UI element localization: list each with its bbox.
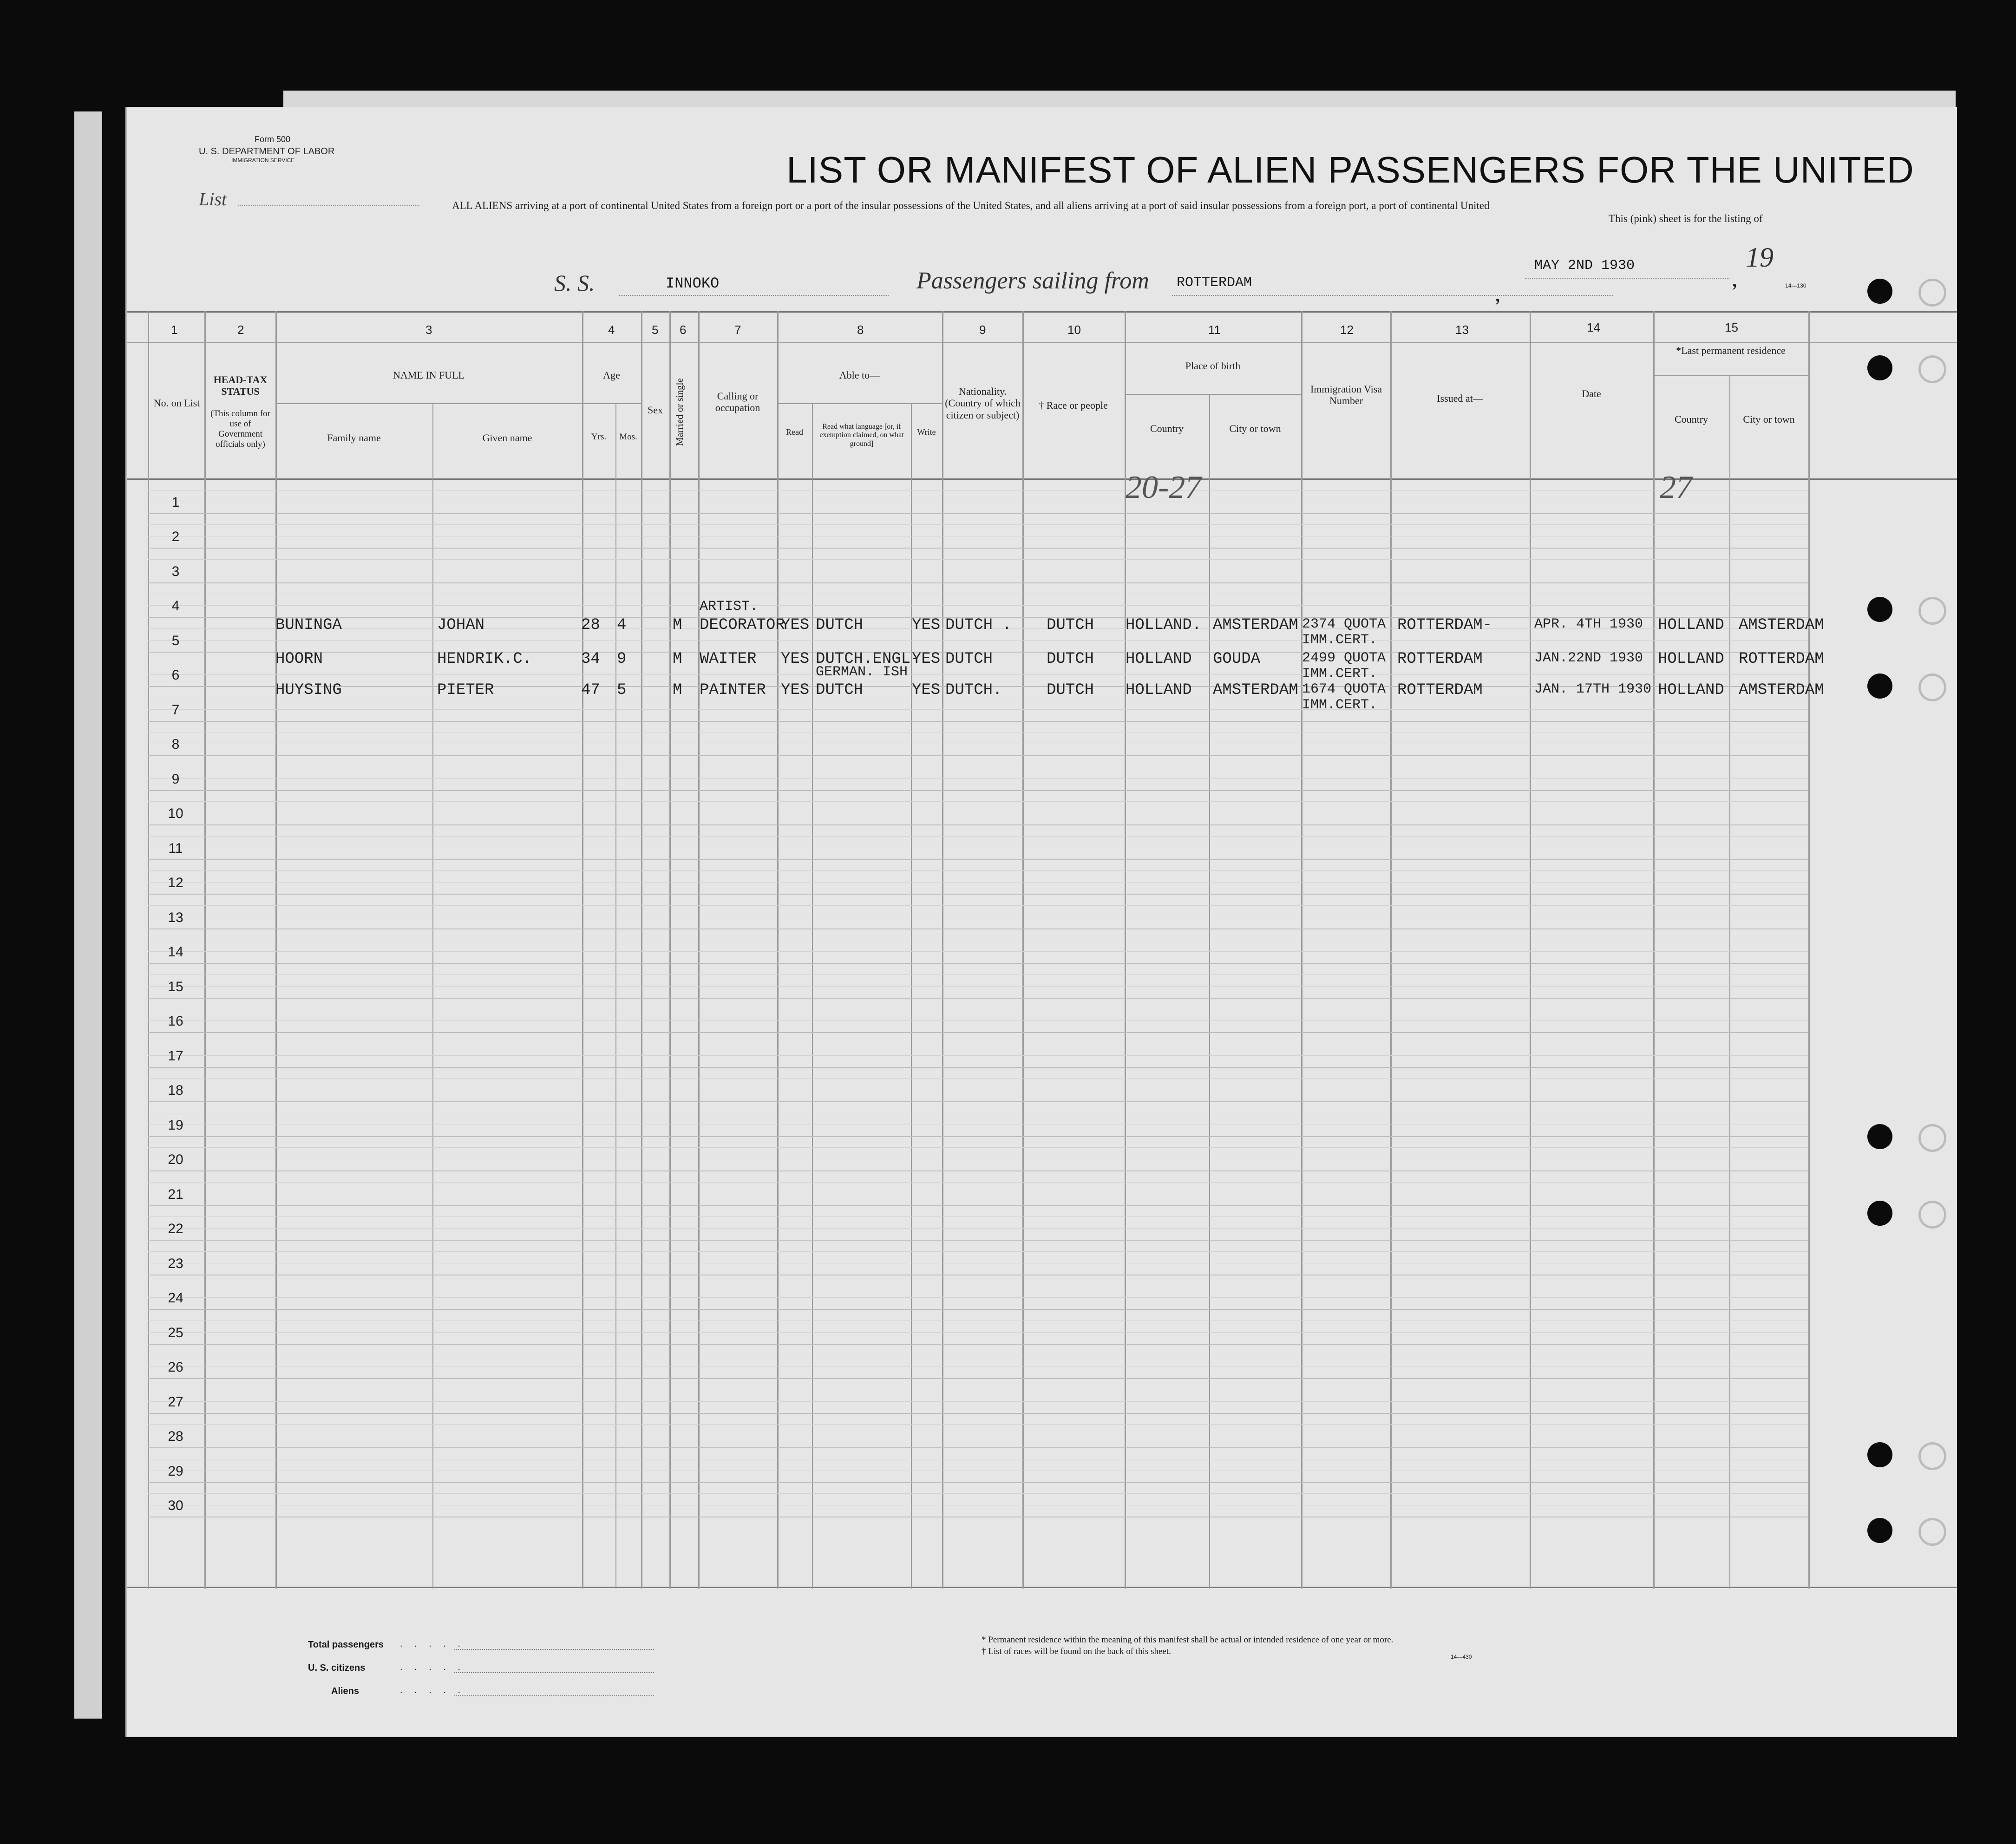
passenger-visa2: IMM.CERT. <box>1302 632 1378 648</box>
row-number: 27 <box>168 1394 183 1410</box>
passenger-issued: ROTTERDAM <box>1397 650 1483 668</box>
passenger-occupation: DECORATOR <box>700 616 785 634</box>
ruled-subline <box>148 1401 1808 1402</box>
row-number: 29 <box>168 1463 183 1479</box>
passenger-married: M <box>673 681 682 699</box>
header-head-tax-note: (This column for use of Government officials only) <box>210 409 270 449</box>
able-subrule <box>777 403 942 404</box>
passenger-occupation-top: ARTIST. <box>700 599 759 615</box>
binder-ring <box>1918 1201 1946 1229</box>
row-number: 5 <box>171 633 180 648</box>
residence-subrule <box>1653 375 1808 376</box>
passenger-family: HUYSING <box>275 681 342 699</box>
ship-field <box>619 295 889 296</box>
row-number: 19 <box>168 1117 183 1133</box>
passenger-language2: GERMAN. ISH <box>816 664 908 680</box>
sailing-date: MAY 2ND 1930 <box>1534 258 1635 274</box>
page-title: LIST OR MANIFEST OF ALIEN PASSENGERS FOR THE UNITED <box>786 149 1914 190</box>
passenger-language: DUTCH <box>816 616 864 634</box>
passenger-race: DUTCH <box>1047 616 1094 634</box>
passenger-birth-city: GOUDA <box>1213 650 1261 668</box>
binder-hole <box>1867 597 1892 622</box>
ruled-subline <box>148 524 1808 525</box>
passenger-yrs: 47 <box>581 681 600 699</box>
col-number-15: 15 <box>1725 320 1738 334</box>
department-label: U. S. DEPARTMENT OF LABOR <box>199 146 335 157</box>
ruled-subline <box>148 559 1808 560</box>
ruled-line <box>148 1240 1808 1241</box>
col-number-3: 3 <box>425 323 432 337</box>
passenger-visa: 2374 QUOTA <box>1302 616 1386 632</box>
col-number-13: 13 <box>1455 323 1469 337</box>
ruled-line <box>148 1101 1808 1102</box>
binder-hole <box>1867 355 1892 380</box>
age-subrule <box>582 403 641 404</box>
underlying-sheet <box>74 111 102 1719</box>
ruled-subline <box>148 640 1808 641</box>
passenger-read: YES <box>781 616 810 634</box>
header-nationality: Nationality. (Country of which citizen or subject) <box>945 386 1021 421</box>
row-number: 2 <box>171 529 180 544</box>
passenger-read: YES <box>781 650 810 668</box>
row-number: 23 <box>168 1255 183 1271</box>
col-line <box>148 311 149 1589</box>
passenger-date: JAN. 17TH 1930 <box>1534 681 1652 697</box>
header-family-name: Family name <box>327 432 381 444</box>
row-number: 28 <box>168 1429 183 1444</box>
row-number: 24 <box>168 1290 183 1306</box>
row-number: 21 <box>168 1186 183 1202</box>
ruled-subline <box>148 1493 1808 1494</box>
ruled-line <box>148 755 1808 756</box>
footer-code: 14—430 <box>1451 1654 1472 1660</box>
birth-subrule <box>1125 394 1301 395</box>
table-top-rule <box>127 311 1957 313</box>
binder-ring <box>1918 674 1946 701</box>
ruled-subline <box>148 1251 1808 1252</box>
col-number-4: 4 <box>608 323 615 337</box>
col-line <box>911 404 912 1589</box>
binder-hole <box>1867 1124 1892 1149</box>
row-number: 4 <box>171 598 180 614</box>
row-number: 9 <box>171 771 180 787</box>
port-name: ROTTERDAM <box>1177 275 1252 291</box>
ruled-subline <box>148 951 1808 952</box>
ruled-line <box>148 548 1808 549</box>
row-number: 6 <box>171 667 180 683</box>
ruled-line <box>148 1067 1808 1068</box>
col-number-6: 6 <box>680 323 687 337</box>
binder-ring <box>1918 355 1946 383</box>
passenger-read: YES <box>781 681 810 699</box>
us-citizens-field <box>454 1672 654 1673</box>
row-number: 7 <box>171 702 180 718</box>
passenger-date: APR. 4TH 1930 <box>1534 616 1643 632</box>
ruled-subline <box>148 836 1808 837</box>
list-field <box>238 205 419 206</box>
ruled-line <box>148 963 1808 964</box>
header-read: Read <box>786 427 803 437</box>
subtitle-2: This (pink) sheet is for the listing of <box>1609 213 1763 224</box>
row-number: 22 <box>168 1221 183 1236</box>
ruled-line <box>148 1344 1808 1345</box>
ruled-subline <box>148 1297 1808 1298</box>
form-code: 14—130 <box>1785 282 1807 289</box>
col-number-5: 5 <box>652 323 659 337</box>
header-last-residence: *Last permanent residence <box>1676 345 1786 356</box>
binder-hole <box>1867 1201 1892 1226</box>
passenger-res-city: AMSTERDAM <box>1739 681 1824 699</box>
passenger-visa2: IMM.CERT. <box>1302 666 1378 682</box>
number-row-rule <box>127 342 1957 343</box>
row-number: 13 <box>168 909 183 925</box>
passenger-date: JAN.22ND 1930 <box>1534 650 1643 666</box>
col-line <box>1022 311 1024 1589</box>
header-mos: Mos. <box>619 432 637 442</box>
header-no-on-list: No. on List <box>153 397 200 409</box>
col-line <box>1808 311 1810 1589</box>
header-issued-at: Issued at— <box>1437 392 1483 404</box>
ruled-line <box>148 1136 1808 1137</box>
pencil-annotation-right: 27 <box>1660 470 1692 505</box>
ruled-line <box>148 859 1808 860</box>
ruled-line <box>148 582 1808 583</box>
ruled-line <box>148 513 1808 514</box>
passenger-nationality: DUTCH . <box>945 616 1012 634</box>
header-married: Married or single <box>674 378 685 446</box>
col-number-12: 12 <box>1340 323 1354 337</box>
ruled-line <box>148 1378 1808 1379</box>
ruled-subline <box>148 905 1808 906</box>
aliens-label: Aliens <box>331 1686 360 1696</box>
binder-hole <box>1867 1518 1892 1543</box>
passenger-write: YES <box>912 681 941 699</box>
total-passengers-dots: . . . . . <box>400 1639 465 1649</box>
col-line <box>698 311 700 1589</box>
binder-ring <box>1918 1442 1946 1470</box>
row-number: 15 <box>168 979 183 994</box>
ruled-subline <box>148 709 1808 710</box>
passenger-res-city: ROTTERDAM <box>1739 650 1824 668</box>
year-label: 19 <box>1746 242 1774 273</box>
row-number: 16 <box>168 1014 183 1029</box>
list-label: List <box>199 189 227 209</box>
col-number-1: 1 <box>171 323 178 337</box>
total-passengers-field <box>454 1649 654 1650</box>
footnote-residence: * Permanent residence within the meaning of this manifest shall be actual or intended residence of one year or more. <box>982 1635 1394 1645</box>
col-line <box>432 404 433 1589</box>
passenger-write: YES <box>912 650 941 668</box>
col-line <box>641 311 642 1589</box>
passenger-visa: 2499 QUOTA <box>1302 650 1386 666</box>
name-subrule <box>275 403 582 404</box>
passenger-married: M <box>673 650 682 668</box>
passenger-birth-country: HOLLAND <box>1126 681 1192 699</box>
manifest-sheet <box>125 107 1957 1737</box>
binder-ring <box>1918 1518 1946 1546</box>
col-line <box>942 311 943 1589</box>
ruled-subline <box>148 1182 1808 1183</box>
col-line <box>1530 311 1531 1589</box>
passenger-race: DUTCH <box>1047 650 1094 668</box>
col-line <box>275 311 277 1589</box>
passenger-write: YES <box>912 616 941 634</box>
passenger-birth-city: AMSTERDAM <box>1213 681 1298 699</box>
passenger-occupation: WAITER <box>700 650 757 668</box>
passenger-res-country: HOLLAND <box>1658 681 1724 699</box>
ruled-subline <box>148 1216 1808 1217</box>
header-date: Date <box>1582 388 1601 399</box>
ruled-subline <box>148 674 1808 675</box>
row-number: 1 <box>171 494 180 510</box>
ruled-subline <box>148 1055 1808 1056</box>
passenger-given: PIETER <box>437 681 494 699</box>
sailing-label: Passengers sailing from <box>916 268 1149 294</box>
col-line <box>1390 311 1392 1589</box>
header-visa: Immigration Visa Number <box>1310 383 1382 407</box>
ruled-subline <box>148 986 1808 987</box>
ruled-subline <box>148 1020 1808 1021</box>
header-res-city: City or town <box>1743 413 1795 425</box>
ruled-subline <box>148 778 1808 779</box>
port-field <box>1172 295 1613 296</box>
passenger-mos: 5 <box>617 681 627 699</box>
ship-name: INNOKO <box>666 275 720 292</box>
header-head-tax: HEAD-TAX STATUS <box>213 374 268 398</box>
passenger-language: DUTCH <box>816 681 864 699</box>
us-citizens-label: U. S. citizens <box>308 1663 366 1673</box>
ruled-subline <box>148 1147 1808 1148</box>
passenger-visa: 1674 QUOTA <box>1302 681 1386 697</box>
ruled-line <box>148 998 1808 999</box>
passenger-occupation: PAINTER <box>700 681 766 699</box>
row-number: 11 <box>168 840 183 856</box>
row-number: 14 <box>168 944 183 960</box>
passenger-issued: ROTTERDAM- <box>1397 616 1492 634</box>
col-line <box>1729 376 1730 1589</box>
total-passengers-label: Total passengers <box>308 1640 384 1650</box>
ss-label: S. S. <box>554 270 595 296</box>
ruled-line <box>148 721 1808 722</box>
ruled-subline <box>148 605 1808 606</box>
col-line <box>777 311 779 1589</box>
passenger-issued: ROTTERDAM <box>1397 681 1483 699</box>
header-res-country: Country <box>1674 413 1708 425</box>
col-line <box>1209 395 1210 1589</box>
passenger-family: HOORN <box>275 650 323 668</box>
binder-ring <box>1918 597 1946 625</box>
service-label: IMMIGRATION SERVICE <box>231 157 295 163</box>
ruled-line <box>148 1032 1808 1033</box>
ruled-line <box>148 824 1808 825</box>
row-number: 25 <box>168 1325 183 1340</box>
passenger-yrs: 28 <box>581 616 600 634</box>
header-age: Age <box>603 369 620 381</box>
header-sex: Sex <box>648 404 663 416</box>
passenger-birth-country: HOLLAND. <box>1126 616 1202 634</box>
row-number: 3 <box>171 563 180 579</box>
ruled-subline <box>148 1332 1808 1333</box>
comma-1: , <box>1495 280 1501 306</box>
header-able-to: Able to— <box>839 369 880 381</box>
passenger-yrs: 34 <box>581 650 600 668</box>
passenger-res-country: HOLLAND <box>1658 650 1724 668</box>
col-line <box>615 404 616 1589</box>
date-field <box>1525 278 1729 279</box>
ruled-subline <box>148 1228 1808 1229</box>
col-number-14: 14 <box>1587 320 1600 334</box>
col-line <box>1301 311 1303 1589</box>
ruled-line <box>148 1413 1808 1414</box>
binder-hole <box>1867 279 1892 304</box>
ruled-line <box>148 790 1808 791</box>
binder-hole <box>1867 674 1892 699</box>
subtitle: ALL ALIENS arriving at a port of continental United States from a foreign port or a port of the insular possessions of the United States, and all aliens arriving at a port of said insular possessions from a foreign port, a port of continental United <box>452 200 1490 211</box>
binder-ring <box>1918 1124 1946 1152</box>
ruled-line <box>148 1170 1808 1171</box>
col-number-10: 10 <box>1067 323 1081 337</box>
col-line <box>1653 311 1655 1589</box>
ruled-subline <box>148 870 1808 871</box>
col-line <box>204 311 206 1589</box>
header-given-name: Given name <box>482 432 532 444</box>
col-line <box>582 311 583 1589</box>
ruled-subline <box>148 1424 1808 1425</box>
passenger-given: JOHAN <box>437 616 485 634</box>
row-number: 20 <box>168 1152 183 1167</box>
ruled-line <box>148 1205 1808 1206</box>
header-birth-city: City or town <box>1229 423 1281 434</box>
aliens-field <box>454 1695 654 1696</box>
passenger-res-city: AMSTERDAM <box>1739 616 1824 634</box>
row-number: 26 <box>168 1360 183 1375</box>
passenger-visa2: IMM.CERT. <box>1302 697 1378 713</box>
row-number: 18 <box>168 1083 183 1098</box>
col-line <box>669 311 671 1589</box>
row-number: 8 <box>171 737 180 752</box>
passenger-nationality: DUTCH <box>945 650 993 668</box>
col-number-8: 8 <box>857 323 864 337</box>
col-number-7: 7 <box>734 323 741 337</box>
passenger-married: M <box>673 616 682 634</box>
header-write: Write <box>917 427 936 437</box>
header-name-in-full: NAME IN FULL <box>393 369 465 381</box>
passenger-mos: 4 <box>617 616 627 634</box>
ruled-subline <box>148 1078 1808 1079</box>
ruled-line <box>148 1482 1808 1483</box>
header-yrs: Yrs. <box>591 432 607 442</box>
row-number: 17 <box>168 1048 183 1064</box>
table-bottom-rule <box>127 1587 1957 1588</box>
col-number-9: 9 <box>979 323 986 337</box>
passenger-language: DUTCH.ENGL- <box>816 650 920 668</box>
row-number: 30 <box>168 1498 183 1513</box>
passenger-birth-city: AMSTERDAM <box>1213 616 1298 634</box>
passenger-nationality: DUTCH. <box>945 681 1002 699</box>
row-number: 12 <box>168 875 183 890</box>
passenger-family: BUNINGA <box>275 616 342 634</box>
col-number-2: 2 <box>237 323 244 337</box>
binder-hole <box>1867 1442 1892 1467</box>
header-birth-country: Country <box>1150 423 1184 434</box>
ruled-subline <box>148 974 1808 975</box>
passenger-race: DUTCH <box>1047 681 1094 699</box>
ruled-line <box>148 1309 1808 1310</box>
us-citizens-dots: . . . . . <box>400 1662 465 1672</box>
header-calling: Calling or occupation <box>715 390 760 414</box>
passenger-res-country: HOLLAND <box>1658 616 1724 634</box>
ruled-subline <box>148 801 1808 802</box>
col-number-11: 11 <box>1208 323 1221 337</box>
passenger-given: HENDRIK.C. <box>437 650 532 668</box>
header-race: † Race or people <box>1039 399 1108 411</box>
ruled-line <box>148 894 1808 895</box>
passenger-mos: 9 <box>617 650 627 668</box>
header-read-language: Read what language [or, if exemption claimed, on what ground] <box>819 423 904 448</box>
ruled-subline <box>148 882 1808 883</box>
ruled-line <box>148 1447 1808 1448</box>
pencil-annotation-top: 20-27 <box>1126 470 1202 505</box>
passenger-birth-country: HOLLAND <box>1126 650 1192 668</box>
binder-ring <box>1918 279 1946 307</box>
col-line <box>812 404 813 1589</box>
form-number: Form 500 <box>255 135 291 144</box>
footnote-races: † List of races will be found on the back of this sheet. <box>982 1647 1171 1656</box>
header-place-of-birth: Place of birth <box>1185 360 1241 372</box>
comma-2: , <box>1732 265 1738 291</box>
row-number: 10 <box>168 806 183 821</box>
aliens-dots: . . . . . <box>400 1685 465 1695</box>
